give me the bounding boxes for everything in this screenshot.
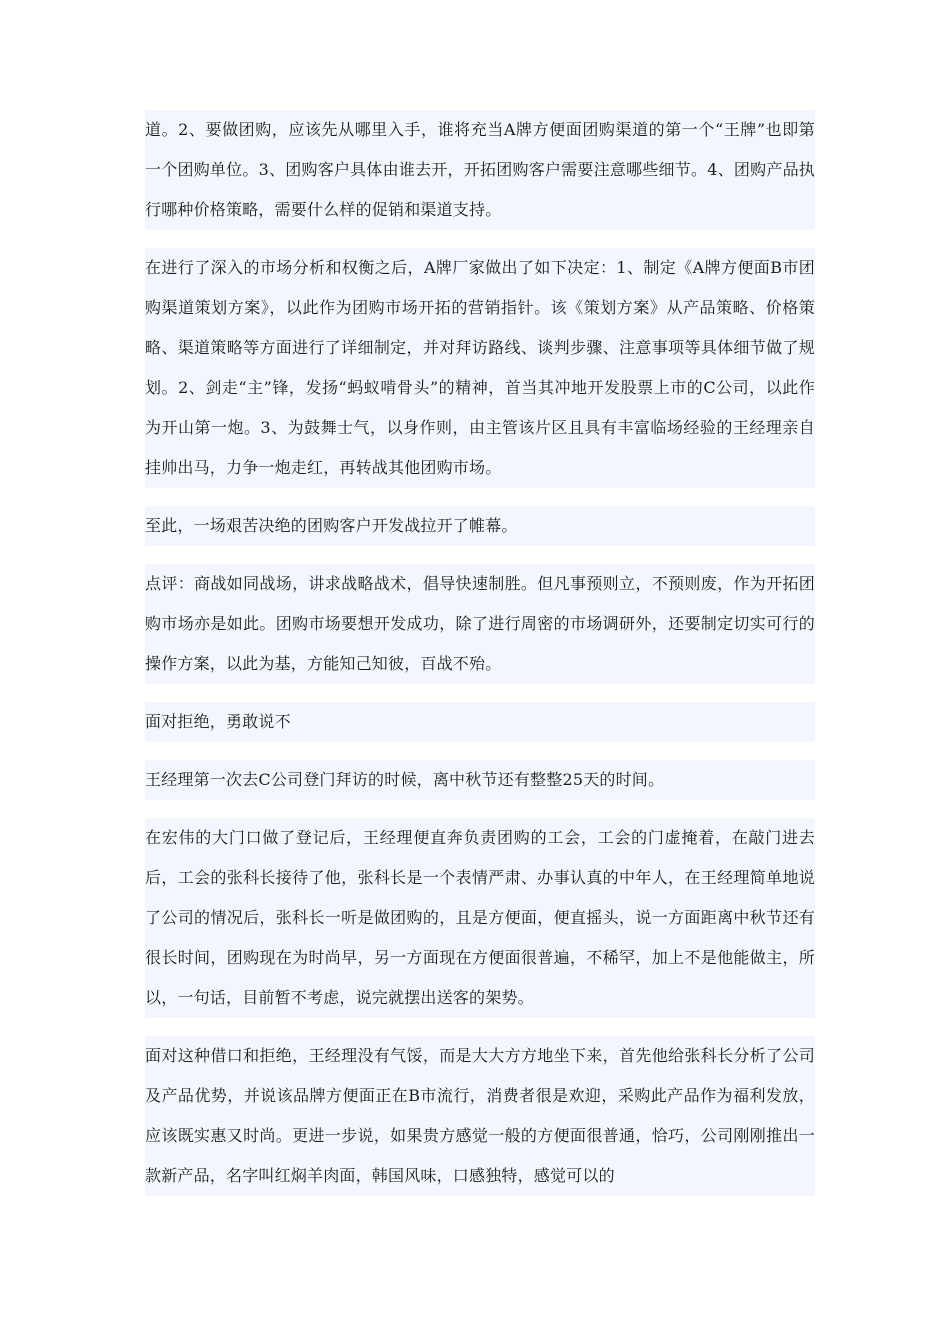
paragraph-group-buying-questions: 道。2、要做团购，应该先从哪里入手，谁将充当A牌方便面团购渠道的第一个“王牌”也即第一个团购单位。3、团购客户具体由谁去开，开拓团购客户需要注意哪些细节。4、团购产品执行哪种价格策略，需要什么样的促销和渠道支持。 (145, 110, 815, 230)
document-body (145, 110, 815, 1214)
paragraph-union-reception: 在宏伟的大门口做了登记后，王经理便直奔负责团购的工会，工会的门虚掩着，在敲门进去后，工会的张科长接待了他，张科长是一个表情严肃、办事认真的中年人，在王经理简单地说了公司的情况后，张科长一听是做团购的，且是方便面，便直摇头，说一方面距离中秋节还有很长时间，团购现在为时尚早，另一方面现在方便面很普遍，不稀罕，加上不是他能做主，所以，一句话，目前暂不考虑，说完就摆出送客的架势。 (145, 818, 815, 1018)
paragraph-commentary: 点评：商战如同战场，讲求战略战术，倡导快速制胜。但凡事预则立，不预则废，作为开拓团购市场亦是如此。团购市场要想开发成功，除了进行周密的市场调研外，还要制定切实可行的操作方案，以此为基，方能知己知彼，百战不殆。 (145, 564, 815, 684)
section-heading: 面对拒绝，勇敢说不 (145, 702, 815, 742)
paragraph-first-visit: 王经理第一次去C公司登门拜访的时候，离中秋节还有整整25天的时间。 (145, 760, 815, 800)
paragraph-response-to-rejection: 面对这种借口和拒绝，王经理没有气馁，而是大大方方地坐下来，首先他给张科长分析了公司及产品优势，并说该品牌方便面正在B市流行，消费者很是欢迎，采购此产品作为福利发放，应该既实惠又时尚。更进一步说，如果贵方感觉一般的方便面很普通，恰巧，公司刚刚推出一款新产品，名字叫红焖羊肉面，韩国风味，口感独特，感觉可以的 (145, 1036, 815, 1196)
paragraph-campaign-start: 至此，一场艰苦决绝的团购客户开发战拉开了帷幕。 (145, 506, 815, 546)
paragraph-manufacturer-decisions: 在进行了深入的市场分析和权衡之后，A牌厂家做出了如下决定：1、制定《A牌方便面B市团购渠道策划方案》，以此作为团购市场开拓的营销指针。该《策划方案》从产品策略、价格策略、渠道策略等方面进行了详细制定，并对拜访路线、谈判步骤、注意事项等具体细节做了规划。2、剑走“主”锋，发扬“蚂蚁啃骨头”的精神，首当其冲地开发股票上市的C公司，以此作为开山第一炮。3、为鼓舞士气，以身作则，由主管该片区且具有丰富临场经验的王经理亲自挂帅出马，力争一炮走红，再转战其他团购市场。 (145, 248, 815, 488)
